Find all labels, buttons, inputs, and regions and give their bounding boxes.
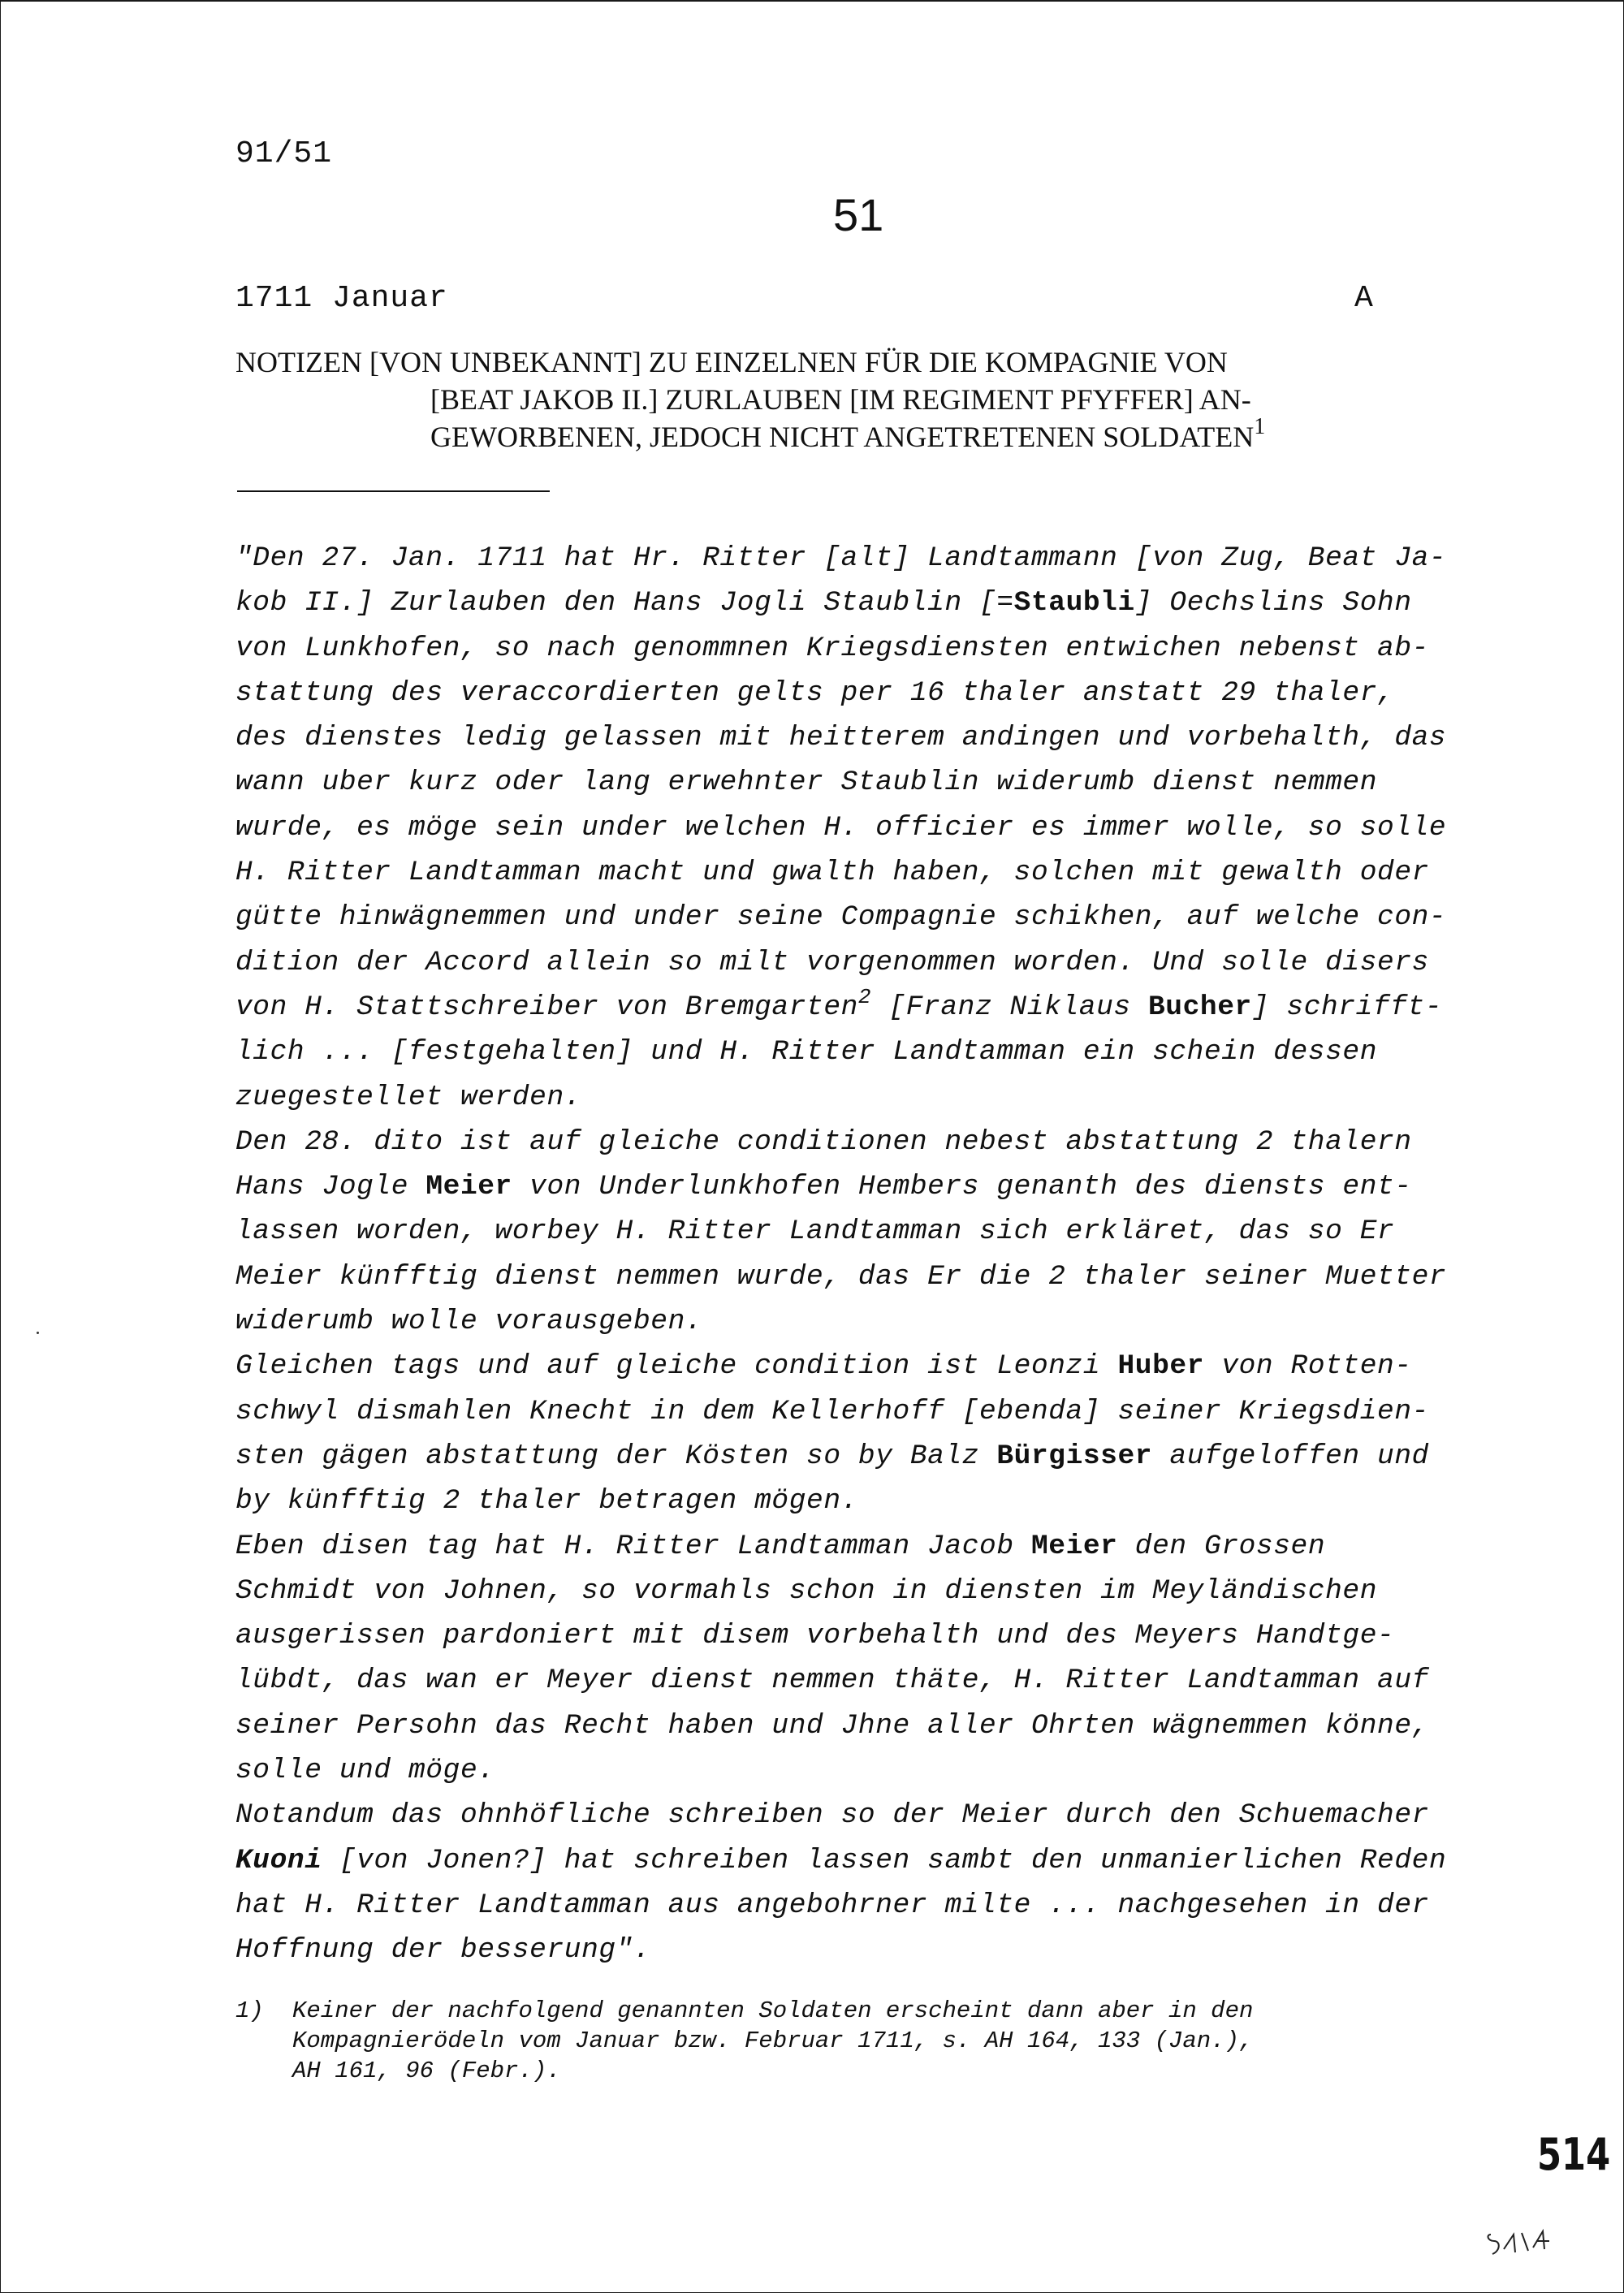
body-line: "Den 27. Jan. 1711 hat Hr. Ritter [alt] Landtammann [von Zug, Beat Ja- — [235, 542, 1447, 574]
footnote-line: Kompagnierödeln vom Januar bzw. Februar 1711, s. AH 164, 133 (Jan.), — [292, 2027, 1254, 2054]
footnote-body — [235, 1996, 1502, 2086]
body-line — [235, 985, 1486, 1030]
document-heading — [235, 343, 1437, 456]
bold-name: Staubli — [1013, 587, 1135, 620]
body-line: lübdt, das wan er Meyer dienst nemmen thäte, H. Ritter Landtamman auf — [235, 1665, 1429, 1697]
body-line: ausgerissen pardoniert mit disem vorbehalth und des Meyers Handtge- — [235, 1620, 1395, 1652]
bold-name: Meier — [425, 1171, 512, 1203]
body-line — [235, 1524, 1486, 1569]
body-line: Hoffnung der besserung". — [235, 1934, 651, 1967]
footnote-ref-1: 1 — [1254, 414, 1266, 439]
body-line — [235, 581, 1486, 625]
body-line: hat H. Ritter Landtamman aus angebohrner milte ... nachgesehen in der — [235, 1889, 1429, 1921]
body-line: Schmidt von Johnen, so vormahls schon in diensten im Meyländischen — [235, 1574, 1378, 1607]
bold-name: Bucher — [1147, 991, 1252, 1023]
body-line — [235, 1164, 1486, 1209]
body-line: lich ... [festgehalten] und H. Ritter Landtamman ein schein dessen — [235, 1036, 1378, 1069]
body-line: Meier künfftig dienst nemmen wurde, das Er die 2 thaler seiner Muetter — [235, 1260, 1447, 1293]
page-number: 51 — [833, 189, 884, 240]
heading-line-3 — [235, 414, 1437, 456]
heading-line-2: [BEAT JAKOB II.] ZURLAUBEN [IM REGIMENT PFYFFER] AN- — [430, 383, 1251, 416]
body-span: kob II.] Zurlauben den Hans Jogli Staublin [= — [235, 587, 1014, 620]
footnote-1 — [235, 1996, 1502, 2086]
body-span: Hans Jogle — [235, 1171, 426, 1203]
body-span: ] schrifft- — [1251, 991, 1443, 1023]
body-span: [Franz Niklaus — [871, 991, 1148, 1023]
body-span: sten gägen abstattung der Kösten so by Balz — [235, 1440, 997, 1472]
body-span: [von Jonen?] hat schreiben lassen sambt den unmanierlichen Reden — [322, 1844, 1447, 1876]
body-line: von Lunkhofen, so nach genommnen Kriegsdiensten entwichen nebenst ab- — [235, 632, 1429, 664]
body-span: aufgeloffen und — [1152, 1440, 1429, 1472]
body-span: von Underlunkhofen Hembers genanth des diensts ent- — [512, 1171, 1412, 1203]
body-span: von Rotten- — [1204, 1350, 1412, 1383]
body-line: des dienstes ledig gelassen mit heitterem andingen und vorbehalth, das — [235, 722, 1447, 754]
body-line: widerumb wolle vorausgeben. — [235, 1306, 703, 1338]
bold-name: Meier — [1030, 1530, 1118, 1562]
bold-name: Huber — [1117, 1350, 1205, 1383]
handwritten-signature-icon — [1483, 2225, 1556, 2262]
heading-line-3-text: GEWORBENEN, JEDOCH NICHT ANGETRETENEN SOLDATEN — [430, 421, 1255, 453]
footnote-line: AH 161, 96 (Febr.). — [292, 2058, 561, 2084]
body-line — [235, 1434, 1486, 1479]
body-line: Notandum das ohnhöfliche schreiben so der Meier durch den Schuemacher — [235, 1799, 1429, 1832]
handwritten-folio-note — [1483, 2225, 1556, 2266]
body-line: H. Ritter Landtamman macht und gwalth haben, solchen mit gewalth oder — [235, 857, 1429, 889]
body-line: seiner Persohn das Recht haben und Jhne aller Ohrten wägnemmen könne, — [235, 1709, 1429, 1742]
body-line — [235, 1344, 1486, 1388]
scan-speck — [37, 1332, 39, 1334]
body-line — [235, 1838, 1486, 1883]
body-span: von H. Stattschreiber von Bremgarten — [235, 991, 858, 1023]
body-line: dition der Accord allein so milt vorgenommen worden. Und solle disers — [235, 946, 1429, 978]
body-line: lassen worden, worbey H. Ritter Landtamman sich erkläret, das so Er — [235, 1216, 1395, 1248]
body-line: Den 28. dito ist auf gleiche conditionen nebest abstattung 2 thalern — [235, 1125, 1412, 1158]
body-span: ] Oechslins Sohn — [1134, 587, 1412, 620]
body-line: zuegestellet werden. — [235, 1081, 582, 1113]
body-line: gütte hinwägnemmen und under seine Compagnie schikhen, auf welche con- — [235, 901, 1447, 934]
body-line: solle und möge. — [235, 1755, 495, 1787]
footnote-line: Keiner der nachfolgend genannten Soldaten erscheint dann aber in den — [292, 1997, 1254, 2024]
footnote-ref-2: 2 — [857, 984, 872, 1009]
body-line: schwyl dismahlen Knecht in dem Kellerhoff [ebenda] seiner Kriegsdien- — [235, 1395, 1429, 1427]
archive-number: 91/51 — [235, 136, 333, 171]
body-span: den Grossen — [1117, 1530, 1326, 1562]
body-line: stattung des veraccordierten gelts per 16 thaler anstatt 29 thaler, — [235, 676, 1395, 709]
bold-name: Bürgisser — [996, 1440, 1153, 1472]
body-span: Gleichen tags und auf gleiche condition ist Leonzi — [235, 1350, 1118, 1383]
footnote-number: 1) — [235, 1997, 264, 2024]
separator-rule — [237, 490, 550, 492]
body-line: wann uber kurz oder lang erwehnter Staublin widerumb dienst nemmen — [235, 766, 1378, 799]
class-letter: A — [1354, 281, 1373, 316]
transcription-body — [235, 536, 1486, 1973]
document-date: 1711 Januar — [235, 281, 448, 316]
body-line: by künfftig 2 thaler betragen mögen. — [235, 1485, 858, 1518]
heading-line-1: NOTIZEN [VON UNBEKANNT] ZU EINZELNEN FÜR DIE KOMPAGNIE VON — [235, 346, 1228, 378]
bold-name: Kuoni — [235, 1844, 322, 1876]
body-line: wurde, es möge sein under welchen H. officier es immer wolle, so solle — [235, 811, 1447, 844]
body-span: Eben disen tag hat H. Ritter Landtamman Jacob — [235, 1530, 1031, 1562]
stamped-folio-number: 514 — [1537, 2129, 1611, 2180]
